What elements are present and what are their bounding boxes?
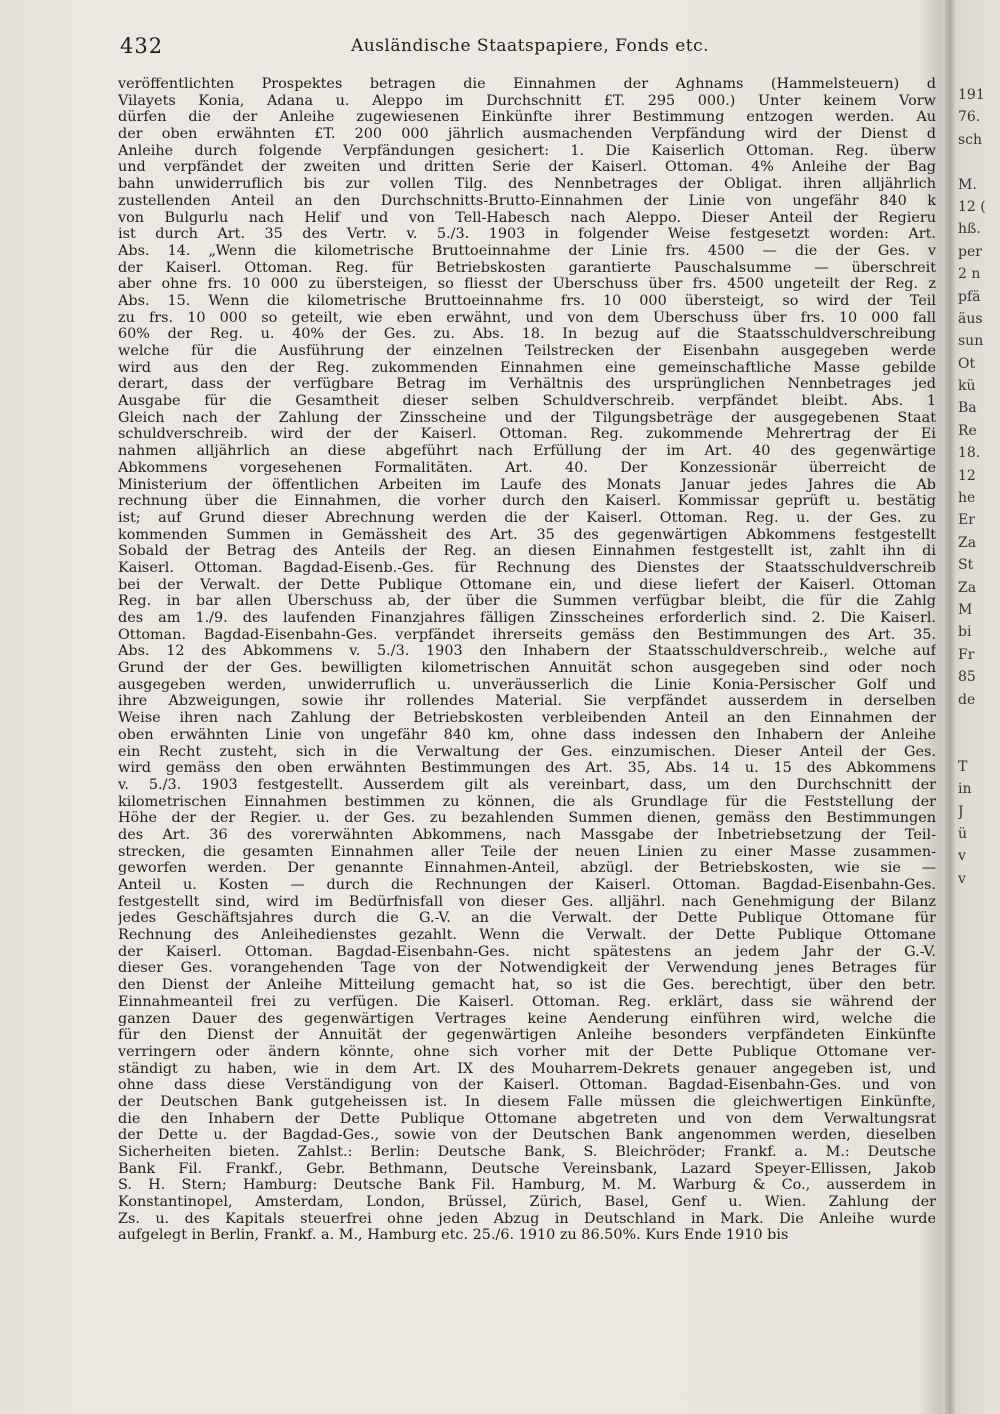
text-line: ganzen Dauer des gegenwärtigen Vertrages keine Aenderung einführen wird, welche die [118, 1010, 936, 1027]
adjacent-page-fragment: Er [958, 512, 975, 529]
text-line: verringern oder ändern könnte, ohne sich vorher mit der Dette Publique Ottomane ver- [118, 1043, 936, 1060]
adjacent-page-fragment: 76. [958, 109, 981, 126]
text-line: ausgegeben werden, unwiderruflich u. unveräusserlich die Linie Konia-Persischer Golf und [118, 676, 936, 693]
running-title: Ausländische Staatspapiere, Fonds etc. [350, 36, 710, 56]
text-line: aufgelegt in Berlin, Frankf. a. M., Hamburg etc. 25./6. 1910 zu 86.50%. Kurs Ende 1910 bis [118, 1227, 789, 1244]
text-line: für den Dienst der Annuität der gegenwärtigen Anleihe besonders verpfändeten Einkünfte [118, 1027, 936, 1044]
adjacent-page-fragment: Ba [958, 400, 977, 417]
text-line: von Bulgurlu nach Helif und von Tell-Habesch nach Aleppo. Dieser Anteil der Regieru [118, 209, 936, 226]
adjacent-page-fragment [958, 151, 1000, 173]
adjacent-page-fragment: ü [958, 825, 968, 842]
text-line: Abs. 15. Wenn die kilometrische Bruttoeinnahme frs. 10 000 übersteigt, so wird der Teil [118, 292, 936, 309]
text-line: geworfen werden. Der genannte Einnahmen-Anteil, abzügl. der Betriebskosten, wie sie — [118, 860, 936, 877]
adjacent-page-fragment: per [958, 243, 982, 260]
text-line: Weise ihren nach Zahlung der Betriebskosten verbleibenden Anteil an den Einnahmen der [118, 710, 936, 727]
text-line: ist; auf Grund dieser Abrechnung werden die der Kaiserl. Ottoman. Reg. u. der Ges. zu [118, 509, 936, 526]
text-line: Sicherheiten bieten. Zahlst.: Berlin: Deutsche Bank, S. Bleichröder; Frankf. a. M.: Deutsche [118, 1144, 936, 1160]
text-line: S. H. Stern; Hamburg: Deutsche Bank Fil. Hamburg, M. M. Warburg & Co., ausserdem in [118, 1177, 936, 1194]
text-line: dieser Ges. vorangehenden Tage von der Notwendigkeit der Verwendung jenes Betrages für [118, 960, 936, 977]
adjacent-page-fragment: pfä [958, 288, 981, 305]
adjacent-page-fragment: sun [958, 333, 984, 350]
text-line: der Deutschen Bank gutgeheissen ist. In diesem Falle müssen die gleichwertigen Einkünfte, [118, 1093, 936, 1110]
text-line: dürfen die der Anleihe zugewiesenen Einkünfte ihrer Bestimmung entzogen werden. Au [118, 109, 936, 126]
text-line: veröffentlichten Prospektes betragen die Einnahmen der Aghnams (Hammelsteuern) d [118, 76, 936, 92]
text-line: festgestellt sind, wird im Bedürfnisfall von dieser Ges. alljährl. nach Genehmigung der Bilanz [118, 893, 936, 910]
text-line: kilometrischen Einnahmen bestimmen zu können, die als Grundlage für die Feststellung der [118, 793, 936, 810]
adjacent-page-fragment [958, 711, 1000, 733]
text-line: v. 5./3. 1903 festgestellt. Ausserdem gilt als vereinbart, dass, um den Durchschnitt der [118, 776, 936, 793]
adjacent-page-fragment: 12 ( [958, 198, 986, 215]
adjacent-page-fragment: 191 [958, 87, 985, 103]
text-line: ohne dass diese Verständigung von der Kaiserl. Ottoman. Bagdad-Eisenbahn-Ges. und von [118, 1077, 936, 1094]
text-line: derart, dass der verfügbare Betrag im Verhältnis des ursprünglichen Nennbetrages jed [118, 376, 936, 393]
text-line: Reg. in bar allen Überschuss ab, der über die Summen verfügbar bleibt, die für die Zahlg [118, 593, 936, 610]
text-line: schuldverschreib. wird der der Kaiserl. Ottoman. Reg. zukommende Mehrertrag der Ei [118, 426, 936, 443]
text-line: der Kaiserl. Ottoman. Bagdad-Eisenbahn-Ges. nicht spätestens an jedem Jahr der G.-V. [118, 943, 936, 960]
text-line: wird aus den der Reg. zukommenden Einnahmen eine gemeinschaftliche Masse gebilde [118, 359, 936, 376]
adjacent-page-fragment: bi [958, 624, 972, 641]
text-line: Rechnung des Anleihedienstes gezahlt. Wenn die Verwalt. der Dette Publique Ottomane [118, 927, 936, 944]
adjacent-page-fragment: he [958, 490, 976, 507]
text-line: Abs. 12 des Abkommens v. 5./3. 1903 den Inhabern der Staatsschuldverschreib., welche auf [118, 643, 936, 660]
text-line: wird gemäss den oben erwähnten Bestimmungen des Art. 35, Abs. 14 u. 15 des Abkommens [118, 760, 936, 777]
adjacent-page-fragment: 85 [958, 669, 976, 686]
text-line: des am 1./9. des laufenden Finanzjahres fälligen Zinsscheines erforderlich sind. 2. Die Kaiserl. [118, 610, 936, 626]
text-line: Vilayets Konia, Adana u. Aleppo im Durchschnitt £T. 295 000.) Unter keinem Vorw [118, 92, 936, 109]
text-line: 60% der Reg. u. 40% der Ges. zu. Abs. 18. In bezug auf die Staatsschuldverschreibung [118, 326, 936, 343]
text-line: Zs. u. des Kapitals steuerfrei ohne jeden Abzug in Deutschland in Mark. Die Anleihe wurde [118, 1210, 936, 1227]
text-line: strecken, die gesamten Einnahmen aller Teile der neuen Linien zu einer Masse zusammen- [118, 843, 936, 860]
adjacent-page-fragment: M [958, 601, 973, 618]
text-line: ihre Abzweigungen, sowie ihr rollendes Material. Sie verpfändet ausserdem in derselben [118, 693, 936, 710]
adjacent-page-fragment: Za [958, 579, 977, 596]
text-line: Anleihe durch folgende Verpfändungen gesichert: 1. Die Kaiserlich Ottoman. Reg. überw [118, 142, 936, 159]
adjacent-page-fragment: sch [958, 131, 983, 148]
text-line: ständigt zu haben, wie in dem Art. IX des Mouharrem-Dekrets genauer angegeben ist, und [118, 1060, 936, 1077]
adjacent-page-fragment: Za [958, 534, 977, 551]
body-text [118, 76, 936, 1244]
text-line: Anteil u. Kosten — durch die Rechnungen der Kaiserl. Ottoman. Bagdad-Eisenbahn-Ges. [118, 877, 936, 893]
text-line: der Dette u. der Bagdad-Ges., sowie von der Deutschen Bank angenommen werden, dieselben [118, 1127, 936, 1144]
adjacent-page-fragment [958, 733, 1000, 755]
adjacent-page-fragment: v [958, 848, 966, 865]
text-line: und verpfändet der zweiten und dritten Serie der Kaiserl. Ottoman. 4% Anleihe der Bag [118, 159, 936, 176]
text-line: bei der Verwalt. der Dette Publique Ottomane ein, und diese liefert der Kaiserl. Ottoman [118, 576, 936, 593]
text-line: Kaiserl. Ottoman. Bagdad-Eisenb.-Ges. für Rechnung des Dienstes der Staatsschuldverschreib [118, 559, 936, 576]
adjacent-page-fragment: 12 [958, 467, 976, 484]
text-line: bahn unwiderruflich bis zur vollen Tilg. des Nennbetrages der Obligat. ihren alljährlich [118, 176, 936, 193]
page-number: 432 [120, 34, 164, 58]
text-line: kommenden Summen in Gemässheit des Art. 35 des gegenwärtigen Abkommens festgestellt [118, 526, 936, 543]
text-line: des Art. 36 des vorerwähnten Abkommens, nach Massgabe der Inbetriebsetzung der Teil- [118, 826, 936, 843]
text-line: Höhe der der Regier. u. der Ges. zu bezahlenden Summen dienen, gemäss den Bestimmungen [118, 810, 936, 827]
adjacent-page-fragment: de [958, 691, 976, 708]
text-line: den Dienst der Anleihe Mitteilung gemacht hat, so ist die Ges. berechtigt, über den betr. [118, 977, 936, 994]
adjacent-page-fragment: J [958, 803, 964, 820]
adjacent-page-fragment: v [958, 870, 966, 887]
text-line: die den Inhabern der Dette Publique Ottomane abgetreten und von dem Verwaltungsrat [118, 1110, 936, 1127]
text-line: Abkommens vorgesehenen Formalitäten. Art. 40. Der Konzessionär überreicht de [118, 459, 936, 476]
text-line: Sobald der Betrag des Anteils der Reg. an diesen Einnahmen festgestellt ist, zahlt ihn di [118, 543, 936, 560]
text-line: jedes Geschäftsjahres durch die G.-V. an die Verwalt. der Dette Publique Ottomane für [118, 910, 936, 927]
adjacent-page-fragment: Re [958, 422, 977, 439]
adjacent-page-fragment: kü [958, 378, 976, 395]
text-line: Grund der der Ges. bewilligten kilometrischen Annuität schon ausgegeben sind oder noch [118, 660, 936, 677]
page-gutter-shadow [945, 0, 955, 1414]
text-line: Abs. 14. „Wenn die kilometrische Bruttoeinnahme der Linie frs. 4500 — die der Ges. v [118, 242, 936, 259]
text-line: Ausgabe für die Gesamtheit dieser selben Schuldverschreib. verpfändet bleibt. Abs. 1 [118, 393, 936, 410]
text-line: aber ohne frs. 10 000 zu übersteigen, so fliesst der Überschuss über frs. 4500 ungeteilt der Reg. z [118, 276, 936, 293]
adjacent-page-edge [958, 84, 1000, 890]
adjacent-page-fragment: Ot [958, 355, 976, 372]
text-line: Konstantinopel, Amsterdam, London, Brüssel, Zürich, Basel, Genf u. Wien. Zahlung der [118, 1194, 936, 1211]
text-line: der oben erwähnten £T. 200 000 jährlich ausmachenden Verpfändung wird der Dienst d [118, 126, 936, 143]
adjacent-page-fragment: in [958, 781, 972, 798]
adjacent-page-fragment: St [958, 557, 974, 574]
adjacent-page-fragment: 2 n [958, 266, 981, 283]
text-line: oben erwähnten Linie von ungefähr 840 km, ohne dass indessen den Inhabern der Anleihe [118, 726, 936, 743]
text-line: nahmen alljährlich an diese abgeführt nach Erfüllung der im Art. 40 des gegenwärtige [118, 443, 936, 460]
adjacent-page-fragment: T [958, 758, 968, 775]
text-line: Gleich nach der Zahlung der Zinsscheine und der Tilgungsbeträge der ausgegebenen Staat [118, 409, 936, 426]
adjacent-page-fragment: 18. [958, 445, 981, 462]
text-line: Ministerium der öffentlichen Arbeiten im Laufe des Monats Januar jedes Jahres die Ab [118, 476, 936, 493]
text-line: Bank Fil. Frankf., Gebr. Bethmann, Deutsche Vereinsbank, Lazard Speyer-Ellissen, Jakob [118, 1160, 936, 1177]
text-line: welche für die Ausführung der einzelnen Teilstrecken der Eisenbahn ausgegeben werde [118, 343, 936, 359]
text-line: der Kaiserl. Ottoman. Reg. für Betriebskosten garantierte Pauschalsumme — überschreit [118, 259, 936, 276]
adjacent-page-fragment: hß. [958, 221, 981, 238]
text-line: ist durch Art. 35 des Vertr. v. 5./3. 1903 in folgender Weise festgesetzt worden: Art. [118, 226, 936, 243]
adjacent-page-fragment: äus [958, 310, 983, 327]
text-line: Ottoman. Bagdad-Eisenbahn-Ges. verpfändet ihrerseits gemäss den Bestimmungen des Art. 35. [118, 626, 936, 643]
page-header [120, 34, 940, 60]
adjacent-page-fragment: Fr [958, 646, 975, 663]
text-line: Einnahmeanteil frei zu verfügen. Die Kaiserl. Ottoman. Reg. erklärt, dass sie während der [118, 993, 936, 1010]
text-line: zustellenden Anteil an den Durchschnitts-Brutto-Einnahmen der Linie von ungefähr 840 k [118, 192, 936, 209]
text-line: zu frs. 10 000 so geteilt, wie eben erwähnt, und von dem Überschuss über frs. 10 000 fall [118, 309, 936, 326]
text-line: rechnung über die Einnahmen, die vorher durch den Kaiserl. Kommissar geprüft u. bestätig [118, 493, 936, 510]
text-line: ein Recht zusteht, sich in die Verwaltung der Ges. einzumischen. Dieser Anteil der Ges. [118, 743, 936, 760]
adjacent-page-fragment: M. [958, 176, 977, 193]
